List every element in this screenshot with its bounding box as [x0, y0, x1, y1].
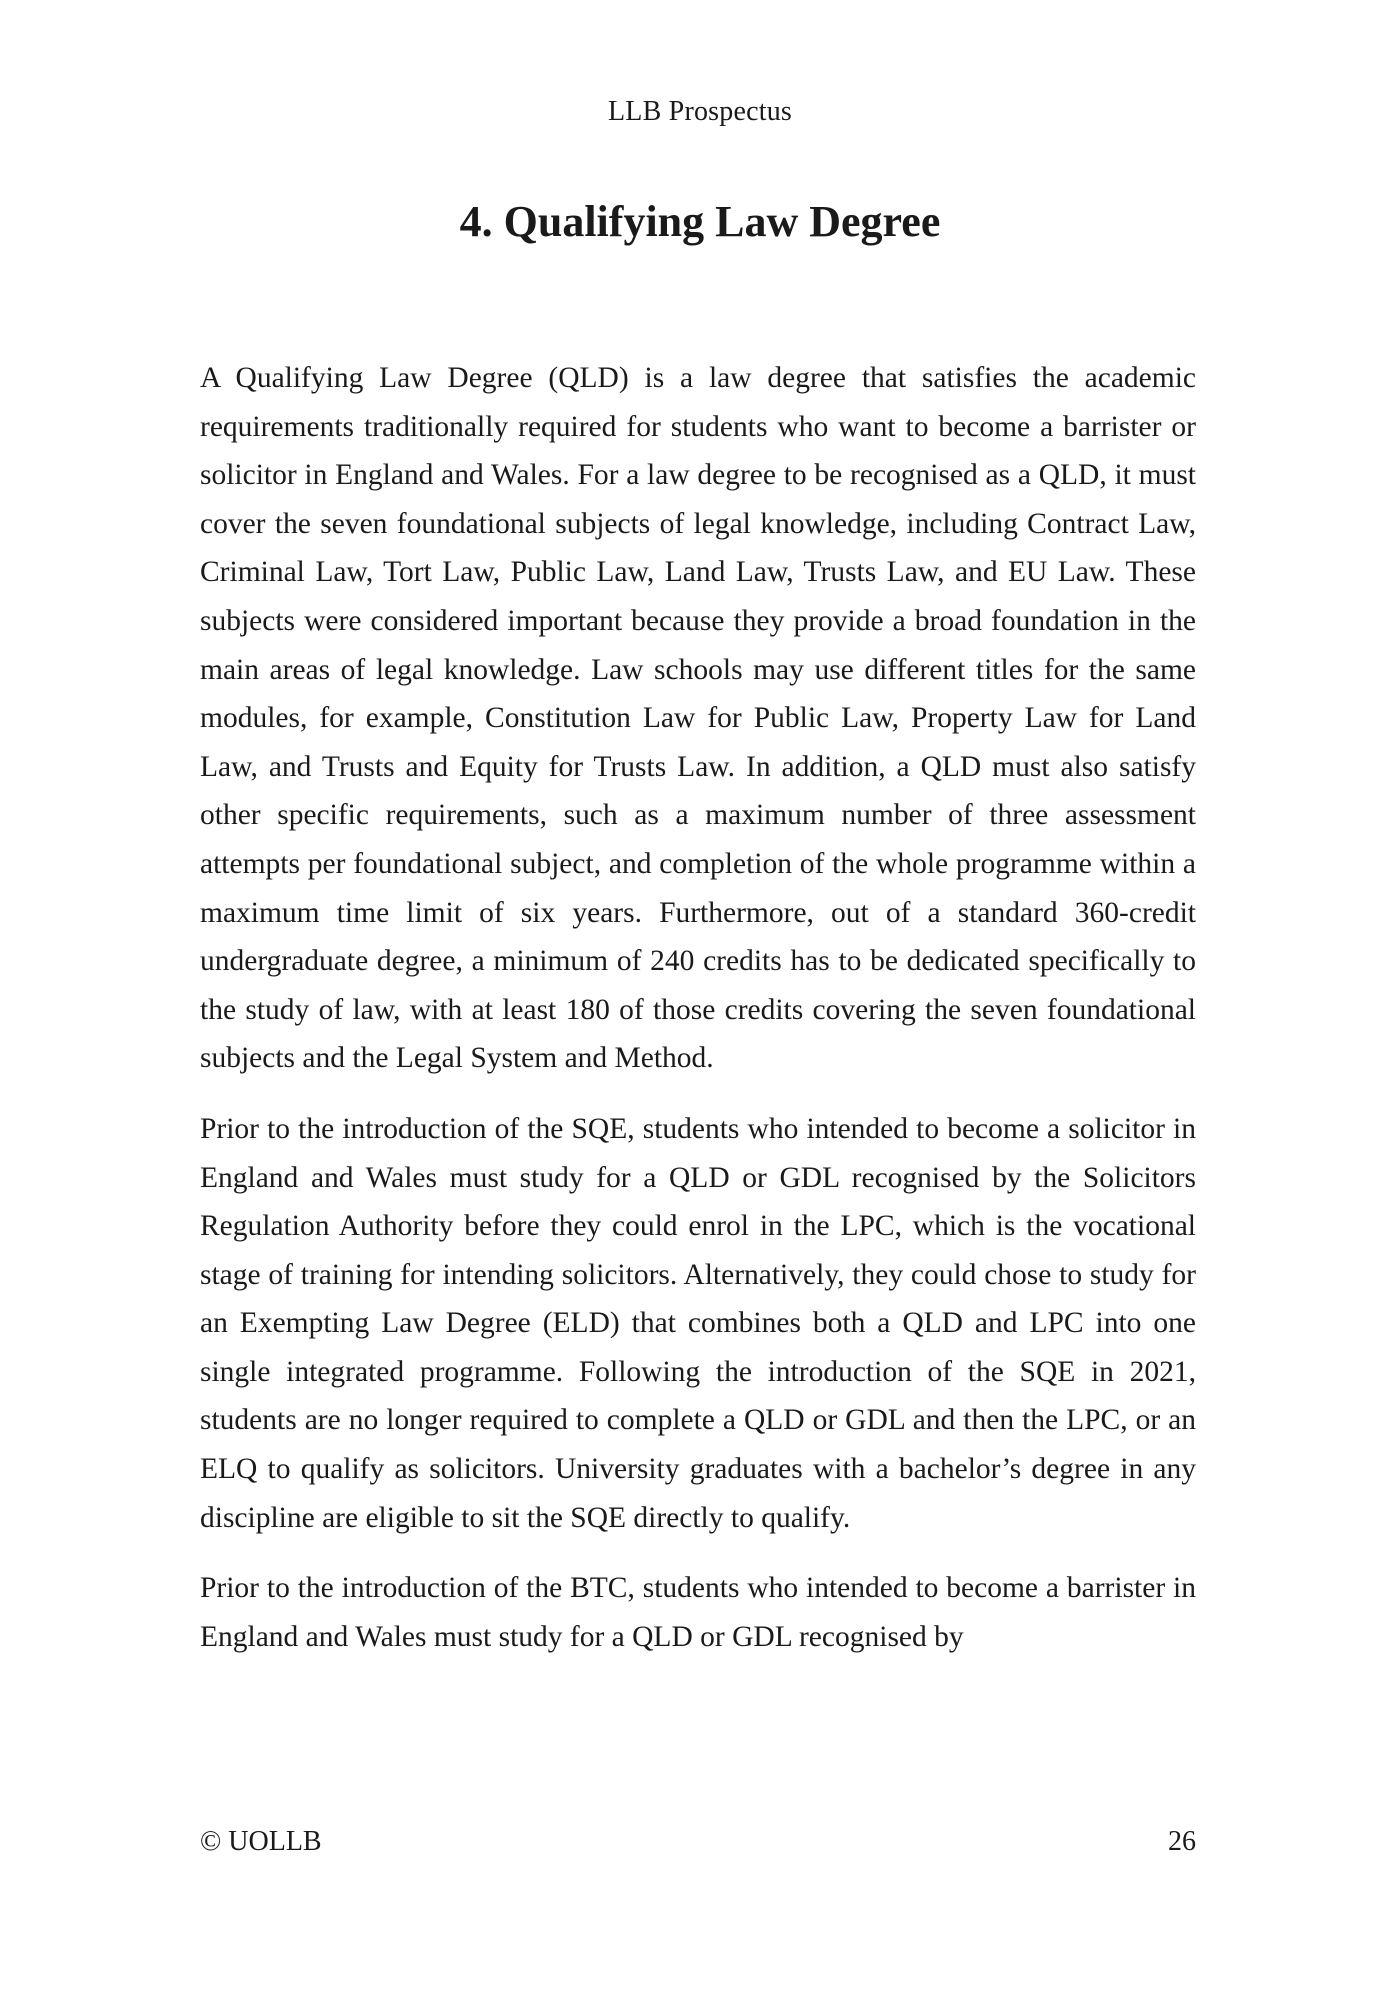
- paragraph-solicitor-route: Prior to the introduction of the SQE, students who intended to become a solicitor in England and Wales must study for a QLD or GDL recognised by the Solicitors Regulation Authority before they could enrol in the LPC, which is the vocational stage of training for intending solicitors. Alternatively, they could chose to study for an Exempting Law Degree (ELD) that combines both a QLD and LPC into one single integrated programme. Following the introduction of the SQE in 2021, students are no longer required to complete a QLD or GDL and then the LPC, or an ELQ to qualify as solicitors. University graduates with a bachelor’s degree in any discipline are eligible to sit the SQE directly to qualify.: [200, 1112, 1196, 1534]
- page-number: 26: [1168, 1826, 1196, 1857]
- paragraph-qld-definition: A Qualifying Law Degree (QLD) is a law degree that satisfies the academic requirements traditionally required for students who want to become a barrister or solicitor in England and Wales. For a law degree to be recognised as a QLD, it must cover the seven foundational subjects of legal knowledge, including Contract Law, Criminal Law, Tort Law, Public Law, Land Law, Trusts Law, and EU Law. These subjects were considered important because they provide a broad foundation in the main areas of legal knowledge. Law schools may use different titles for the same modules, for example, Constitution Law for Public Law, Property Law for Land Law, and Trusts and Equity for Trusts Law. In addition, a QLD must also satisfy other specific requirements, such as a maximum number of three assessment attempts per foundational subject, and completion of the whole programme within a maximum time limit of six years. Furthermore, out of a standard 360-credit undergraduate degree, a minimum of 240 credits has to be dedicated specifically to the study of law, with at least 180 of those credits covering the seven foundational subjects and the Legal System and Method.: [200, 362, 1196, 1075]
- chapter-title: 4. Qualifying Law Degree: [459, 197, 941, 246]
- body-text: [200, 354, 1196, 1683]
- footer-copyright: © UOLLB: [200, 1826, 322, 1857]
- paragraph-barrister-route: Prior to the introduction of the BTC, students who intended to become a barrister in England and Wales must study for a QLD or GDL recognised by: [200, 1572, 1196, 1653]
- running-header: LLB Prospectus: [607, 96, 792, 127]
